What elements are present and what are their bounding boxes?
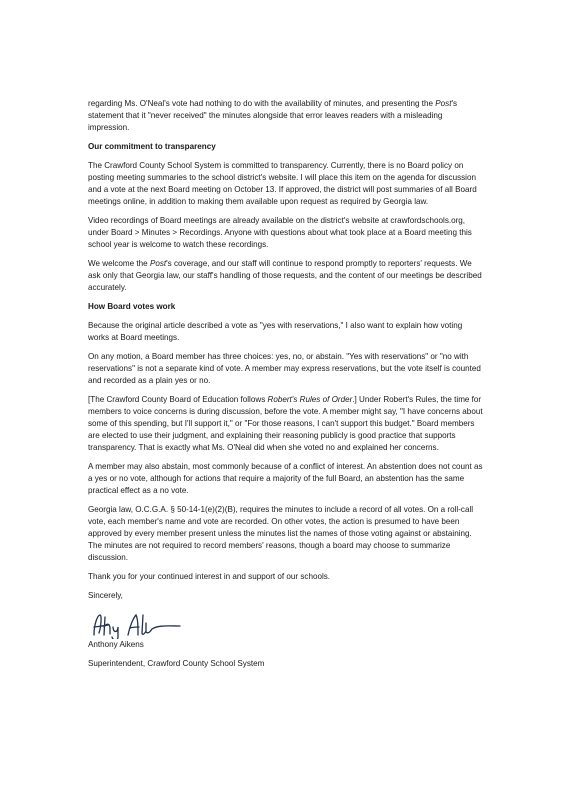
signer-title: Superintendent, Crawford County School System	[88, 659, 265, 668]
signature-image	[88, 609, 188, 639]
paragraph-thanks: Thank you for your continued interest in and support of our schools.	[88, 572, 331, 581]
paragraph-votes-3: [The Crawford County Board of Education follows Robert's Rules of Order.] Under Robert's Rules, the time for members to voice concerns is during discussion, before the vote. A member might say, "I have concerns about some of this spending, but I'll support it," or "For those reasons, I can't support this budget." Board members are elected to use their judgment, and explaining their reasoning publicly is good practice that supports transparency. That is exactly what Ms. O'Neal did when she voted no and explained her concerns.	[88, 395, 483, 452]
paragraph-transparency-2: Video recordings of Board meetings are already available on the district's website at crawfordschools.org, under Board > Minutes > Recordings. Anyone with questions about what took place at a Board meeting this school year is welcome to watch these recordings.	[88, 216, 472, 249]
paragraph-votes-5: Georgia law, O.C.G.A. § 50-14-1(e)(2)(B), requires the minutes to include a record of all votes. On a roll-call vote, each member's name and vote are recorded. On other votes, the action is presumed to have been approved by every member present unless the minutes list the names of those voting against or abstaining. The minutes are not required to record members' reasons, though a board may choose to summarize discussion.	[88, 505, 474, 562]
heading-transparency: Our commitment to transparency	[88, 142, 216, 151]
paragraph-votes-2: On any motion, a Board member has three choices: yes, no, or abstain. "Yes with reservations" or "no with reservations" is not a separate kind of vote. A member may express reservations, but the vote itself is counted and recorded as a plain yes or no.	[88, 352, 481, 385]
paragraph-transparency-3: We welcome the Post's coverage, and our staff will continue to respond promptly to reporters' requests. We ask only that Georgia law, our staff's handling of those requests, and the content of our meetings be described accurately.	[88, 259, 482, 292]
closing: Sincerely,	[88, 591, 123, 600]
letter-body	[88, 98, 483, 677]
paragraph-transparency-1: The Crawford County School System is committed to transparency. Currently, there is no Board policy on posting meeting summaries to the school district's website. I will place this item on the agenda for discussion and a vote at the next Board meeting on October 13. If approved, the district will post summaries of all Board meetings online, in addition to making them available upon request as required by Georgia law.	[88, 161, 477, 206]
paragraph-votes-1: Because the original article described a vote as "yes with reservations," I also want to explain how voting works at Board meetings.	[88, 321, 463, 342]
heading-votes: How Board votes work	[88, 302, 176, 311]
paragraph-intro: regarding Ms. O'Neal's vote had nothing to do with the availability of minutes, and presenting the Post's statement that it "never received" the minutes alongside that error leaves readers with a misleading impression.	[88, 99, 458, 132]
signer-name: Anthony Aikens	[88, 640, 144, 649]
paragraph-votes-4: A member may also abstain, most commonly because of a conflict of interest. An abstention does not count as a yes or no vote, although for actions that require a majority of the full Board, an abstention has the same practical effect as a no vote.	[88, 462, 483, 495]
